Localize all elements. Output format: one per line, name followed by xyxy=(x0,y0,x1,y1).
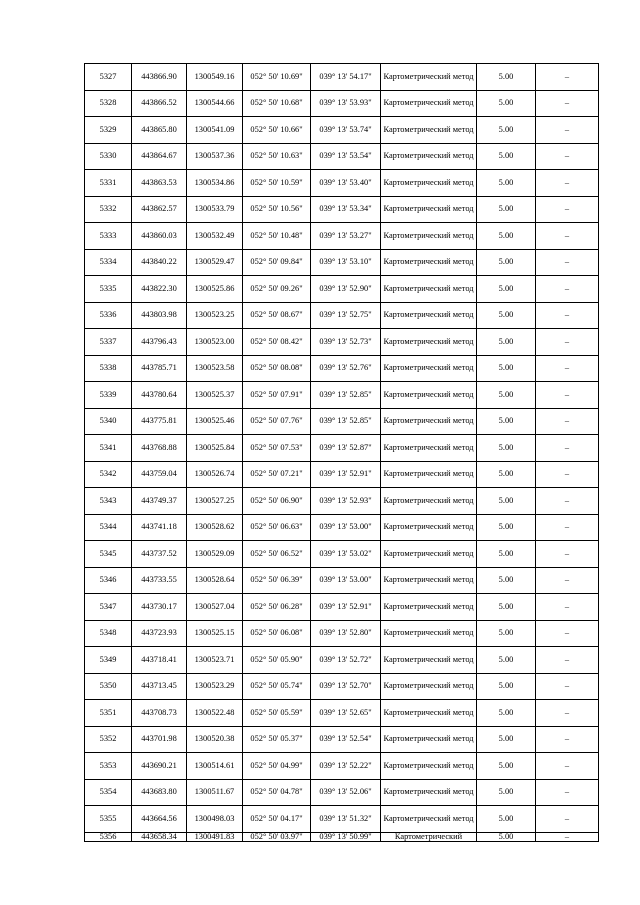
cell-longitude: 039° 13' 52.70" xyxy=(311,673,381,700)
cell-x-coordinate: 443863.53 xyxy=(132,170,187,197)
cell-accuracy: 5.00 xyxy=(477,806,536,833)
cell-method: Картометрический метод xyxy=(381,276,477,303)
cell-y-coordinate: 1300525.15 xyxy=(187,620,243,647)
cell-y-coordinate: 1300511.67 xyxy=(187,779,243,806)
cell-method: Картометрический метод xyxy=(381,700,477,727)
cell-note: – xyxy=(536,249,599,276)
cell-longitude: 039° 13' 52.06" xyxy=(311,779,381,806)
cell-note: – xyxy=(536,143,599,170)
cell-method: Картометрический метод xyxy=(381,170,477,197)
cell-accuracy: 5.00 xyxy=(477,461,536,488)
table-row xyxy=(85,806,599,833)
cell-accuracy: 5.00 xyxy=(477,170,536,197)
table-row xyxy=(85,64,599,91)
cell-method: Картометрический метод xyxy=(381,726,477,753)
cell-longitude: 039° 13' 53.93" xyxy=(311,90,381,117)
table-row xyxy=(85,435,599,462)
cell-accuracy: 5.00 xyxy=(477,143,536,170)
cell-method: Картометрический метод xyxy=(381,567,477,594)
cell-longitude: 039° 13' 52.73" xyxy=(311,329,381,356)
cell-latitude: 052° 50' 10.48" xyxy=(243,223,311,250)
cell-latitude: 052° 50' 07.91" xyxy=(243,382,311,409)
cell-note: – xyxy=(536,117,599,144)
cell-longitude: 039° 13' 53.02" xyxy=(311,541,381,568)
cell-note: – xyxy=(536,90,599,117)
cell-x-coordinate: 443713.45 xyxy=(132,673,187,700)
cell-method: Картометрический метод xyxy=(381,143,477,170)
cell-accuracy: 5.00 xyxy=(477,355,536,382)
cell-method: Картометрический метод xyxy=(381,594,477,621)
cell-method: Картометрический метод xyxy=(381,355,477,382)
cell-latitude: 052° 50' 06.39" xyxy=(243,567,311,594)
cell-y-coordinate: 1300529.09 xyxy=(187,541,243,568)
cell-latitude: 052° 50' 10.59" xyxy=(243,170,311,197)
cell-y-coordinate: 1300528.62 xyxy=(187,514,243,541)
cell-y-coordinate: 1300491.83 xyxy=(187,832,243,841)
cell-y-coordinate: 1300529.47 xyxy=(187,249,243,276)
cell-latitude: 052° 50' 06.28" xyxy=(243,594,311,621)
cell-x-coordinate: 443860.03 xyxy=(132,223,187,250)
cell-note: – xyxy=(536,779,599,806)
table-row xyxy=(85,196,599,223)
cell-latitude: 052° 50' 10.56" xyxy=(243,196,311,223)
cell-note: – xyxy=(536,170,599,197)
cell-x-coordinate: 443768.88 xyxy=(132,435,187,462)
cell-y-coordinate: 1300523.58 xyxy=(187,355,243,382)
table-row xyxy=(85,753,599,780)
cell-method: Картометрический метод xyxy=(381,64,477,91)
cell-accuracy: 5.00 xyxy=(477,620,536,647)
cell-note: – xyxy=(536,806,599,833)
cell-note: – xyxy=(536,673,599,700)
cell-longitude: 039° 13' 53.74" xyxy=(311,117,381,144)
cell-x-coordinate: 443701.98 xyxy=(132,726,187,753)
cell-method: Картометрический метод xyxy=(381,408,477,435)
cell-note: – xyxy=(536,355,599,382)
cell-method: Картометрический метод xyxy=(381,514,477,541)
cell-note: – xyxy=(536,329,599,356)
cell-longitude: 039° 13' 52.91" xyxy=(311,461,381,488)
cell-accuracy: 5.00 xyxy=(477,382,536,409)
table-row xyxy=(85,726,599,753)
table-row xyxy=(85,461,599,488)
table-row xyxy=(85,620,599,647)
cell-latitude: 052° 50' 08.67" xyxy=(243,302,311,329)
cell-note: – xyxy=(536,461,599,488)
cell-method: Картометрический метод xyxy=(381,647,477,674)
cell-x-coordinate: 443796.43 xyxy=(132,329,187,356)
cell-latitude: 052° 50' 10.63" xyxy=(243,143,311,170)
table-row xyxy=(85,541,599,568)
cell-y-coordinate: 1300498.03 xyxy=(187,806,243,833)
cell-point-number: 5332 xyxy=(85,196,132,223)
cell-longitude: 039° 13' 52.93" xyxy=(311,488,381,515)
cell-accuracy: 5.00 xyxy=(477,64,536,91)
cell-note: – xyxy=(536,567,599,594)
cell-point-number: 5344 xyxy=(85,514,132,541)
cell-point-number: 5349 xyxy=(85,647,132,674)
table-row xyxy=(85,779,599,806)
cell-y-coordinate: 1300523.00 xyxy=(187,329,243,356)
cell-latitude: 052° 50' 05.37" xyxy=(243,726,311,753)
cell-point-number: 5351 xyxy=(85,700,132,727)
cell-x-coordinate: 443775.81 xyxy=(132,408,187,435)
cell-note: – xyxy=(536,700,599,727)
cell-accuracy: 5.00 xyxy=(477,673,536,700)
cell-latitude: 052° 50' 04.78" xyxy=(243,779,311,806)
cell-longitude: 039° 13' 52.76" xyxy=(311,355,381,382)
cell-y-coordinate: 1300549.16 xyxy=(187,64,243,91)
cell-point-number: 5335 xyxy=(85,276,132,303)
cell-method: Картометрический метод xyxy=(381,488,477,515)
cell-point-number: 5328 xyxy=(85,90,132,117)
cell-method: Картометрический метод xyxy=(381,117,477,144)
cell-longitude: 039° 13' 52.91" xyxy=(311,594,381,621)
cell-accuracy: 5.00 xyxy=(477,302,536,329)
cell-longitude: 039° 13' 52.75" xyxy=(311,302,381,329)
cell-y-coordinate: 1300544.66 xyxy=(187,90,243,117)
cell-longitude: 039° 13' 50.99" xyxy=(311,832,381,841)
cell-method: Картометрический метод xyxy=(381,753,477,780)
cell-x-coordinate: 443708.73 xyxy=(132,700,187,727)
cell-method: Картометрический xyxy=(381,832,477,841)
cell-x-coordinate: 443822.30 xyxy=(132,276,187,303)
cell-point-number: 5356 xyxy=(85,832,132,841)
cell-x-coordinate: 443865.80 xyxy=(132,117,187,144)
table-row xyxy=(85,488,599,515)
cell-y-coordinate: 1300541.09 xyxy=(187,117,243,144)
cell-point-number: 5330 xyxy=(85,143,132,170)
cell-method: Картометрический метод xyxy=(381,779,477,806)
cell-point-number: 5333 xyxy=(85,223,132,250)
cell-x-coordinate: 443785.71 xyxy=(132,355,187,382)
cell-x-coordinate: 443862.57 xyxy=(132,196,187,223)
cell-latitude: 052° 50' 04.99" xyxy=(243,753,311,780)
table-row xyxy=(85,143,599,170)
cell-method: Картометрический метод xyxy=(381,673,477,700)
cell-longitude: 039° 13' 52.80" xyxy=(311,620,381,647)
cell-method: Картометрический метод xyxy=(381,249,477,276)
cell-longitude: 039° 13' 52.72" xyxy=(311,647,381,674)
cell-accuracy: 5.00 xyxy=(477,726,536,753)
cell-y-coordinate: 1300525.86 xyxy=(187,276,243,303)
cell-y-coordinate: 1300523.71 xyxy=(187,647,243,674)
cell-point-number: 5331 xyxy=(85,170,132,197)
cell-accuracy: 5.00 xyxy=(477,223,536,250)
cell-point-number: 5343 xyxy=(85,488,132,515)
cell-point-number: 5347 xyxy=(85,594,132,621)
cell-method: Картометрический метод xyxy=(381,223,477,250)
cell-longitude: 039° 13' 53.54" xyxy=(311,143,381,170)
cell-y-coordinate: 1300533.79 xyxy=(187,196,243,223)
cell-longitude: 039° 13' 52.54" xyxy=(311,726,381,753)
cell-latitude: 052° 50' 07.21" xyxy=(243,461,311,488)
cell-y-coordinate: 1300523.25 xyxy=(187,302,243,329)
cell-method: Картометрический метод xyxy=(381,196,477,223)
cell-x-coordinate: 443866.90 xyxy=(132,64,187,91)
cell-note: – xyxy=(536,541,599,568)
cell-note: – xyxy=(536,408,599,435)
cell-latitude: 052° 50' 05.90" xyxy=(243,647,311,674)
table-row xyxy=(85,329,599,356)
table-row xyxy=(85,90,599,117)
table-row xyxy=(85,302,599,329)
cell-y-coordinate: 1300537.36 xyxy=(187,143,243,170)
cell-point-number: 5354 xyxy=(85,779,132,806)
cell-accuracy: 5.00 xyxy=(477,329,536,356)
cell-accuracy: 5.00 xyxy=(477,594,536,621)
coordinates-table xyxy=(84,63,599,842)
cell-note: – xyxy=(536,435,599,462)
cell-accuracy: 5.00 xyxy=(477,753,536,780)
cell-y-coordinate: 1300525.84 xyxy=(187,435,243,462)
cell-note: – xyxy=(536,832,599,841)
cell-longitude: 039° 13' 51.32" xyxy=(311,806,381,833)
table-row xyxy=(85,408,599,435)
cell-accuracy: 5.00 xyxy=(477,276,536,303)
cell-x-coordinate: 443866.52 xyxy=(132,90,187,117)
cell-accuracy: 5.00 xyxy=(477,514,536,541)
cell-x-coordinate: 443733.55 xyxy=(132,567,187,594)
cell-latitude: 052° 50' 04.17" xyxy=(243,806,311,833)
cell-note: – xyxy=(536,726,599,753)
cell-accuracy: 5.00 xyxy=(477,90,536,117)
cell-y-coordinate: 1300527.25 xyxy=(187,488,243,515)
table-body xyxy=(85,64,599,842)
cell-latitude: 052° 50' 10.66" xyxy=(243,117,311,144)
cell-longitude: 039° 13' 54.17" xyxy=(311,64,381,91)
cell-note: – xyxy=(536,382,599,409)
cell-latitude: 052° 50' 06.90" xyxy=(243,488,311,515)
cell-accuracy: 5.00 xyxy=(477,832,536,841)
table-row xyxy=(85,223,599,250)
table-row xyxy=(85,514,599,541)
cell-y-coordinate: 1300514.61 xyxy=(187,753,243,780)
cell-x-coordinate: 443723.93 xyxy=(132,620,187,647)
cell-accuracy: 5.00 xyxy=(477,435,536,462)
cell-y-coordinate: 1300534.86 xyxy=(187,170,243,197)
cell-note: – xyxy=(536,276,599,303)
cell-longitude: 039° 13' 53.40" xyxy=(311,170,381,197)
cell-method: Картометрический метод xyxy=(381,382,477,409)
cell-note: – xyxy=(536,223,599,250)
cell-y-coordinate: 1300522.48 xyxy=(187,700,243,727)
cell-accuracy: 5.00 xyxy=(477,249,536,276)
cell-accuracy: 5.00 xyxy=(477,488,536,515)
cell-longitude: 039° 13' 52.65" xyxy=(311,700,381,727)
cell-note: – xyxy=(536,514,599,541)
cell-x-coordinate: 443683.80 xyxy=(132,779,187,806)
table-row xyxy=(85,355,599,382)
cell-x-coordinate: 443780.64 xyxy=(132,382,187,409)
cell-y-coordinate: 1300523.29 xyxy=(187,673,243,700)
cell-latitude: 052° 50' 10.69" xyxy=(243,64,311,91)
cell-point-number: 5339 xyxy=(85,382,132,409)
cell-x-coordinate: 443749.37 xyxy=(132,488,187,515)
cell-accuracy: 5.00 xyxy=(477,700,536,727)
table-row xyxy=(85,170,599,197)
cell-point-number: 5346 xyxy=(85,567,132,594)
cell-x-coordinate: 443840.22 xyxy=(132,249,187,276)
cell-point-number: 5337 xyxy=(85,329,132,356)
cell-method: Картометрический метод xyxy=(381,90,477,117)
cell-x-coordinate: 443718.41 xyxy=(132,647,187,674)
cell-method: Картометрический метод xyxy=(381,302,477,329)
cell-point-number: 5353 xyxy=(85,753,132,780)
cell-longitude: 039° 13' 53.00" xyxy=(311,514,381,541)
cell-latitude: 052° 50' 06.63" xyxy=(243,514,311,541)
cell-method: Картометрический метод xyxy=(381,620,477,647)
cell-note: – xyxy=(536,594,599,621)
cell-point-number: 5342 xyxy=(85,461,132,488)
table-row xyxy=(85,832,599,841)
cell-accuracy: 5.00 xyxy=(477,647,536,674)
cell-accuracy: 5.00 xyxy=(477,117,536,144)
cell-accuracy: 5.00 xyxy=(477,779,536,806)
cell-point-number: 5352 xyxy=(85,726,132,753)
cell-point-number: 5345 xyxy=(85,541,132,568)
cell-accuracy: 5.00 xyxy=(477,567,536,594)
table-row xyxy=(85,117,599,144)
cell-x-coordinate: 443730.17 xyxy=(132,594,187,621)
cell-longitude: 039° 13' 53.00" xyxy=(311,567,381,594)
cell-point-number: 5348 xyxy=(85,620,132,647)
cell-x-coordinate: 443737.52 xyxy=(132,541,187,568)
cell-point-number: 5355 xyxy=(85,806,132,833)
cell-x-coordinate: 443759.04 xyxy=(132,461,187,488)
cell-point-number: 5327 xyxy=(85,64,132,91)
cell-accuracy: 5.00 xyxy=(477,541,536,568)
cell-x-coordinate: 443741.18 xyxy=(132,514,187,541)
cell-note: – xyxy=(536,488,599,515)
cell-note: – xyxy=(536,647,599,674)
cell-longitude: 039° 13' 52.90" xyxy=(311,276,381,303)
cell-y-coordinate: 1300532.49 xyxy=(187,223,243,250)
cell-longitude: 039° 13' 52.85" xyxy=(311,408,381,435)
cell-point-number: 5334 xyxy=(85,249,132,276)
cell-point-number: 5336 xyxy=(85,302,132,329)
table-row xyxy=(85,594,599,621)
cell-latitude: 052° 50' 07.76" xyxy=(243,408,311,435)
cell-latitude: 052° 50' 10.68" xyxy=(243,90,311,117)
cell-y-coordinate: 1300525.37 xyxy=(187,382,243,409)
cell-method: Картометрический метод xyxy=(381,329,477,356)
cell-latitude: 052° 50' 09.26" xyxy=(243,276,311,303)
cell-y-coordinate: 1300528.64 xyxy=(187,567,243,594)
cell-longitude: 039° 13' 53.10" xyxy=(311,249,381,276)
cell-longitude: 039° 13' 52.87" xyxy=(311,435,381,462)
cell-latitude: 052° 50' 08.08" xyxy=(243,355,311,382)
table-row xyxy=(85,673,599,700)
table-row xyxy=(85,647,599,674)
cell-accuracy: 5.00 xyxy=(477,196,536,223)
cell-y-coordinate: 1300526.74 xyxy=(187,461,243,488)
cell-point-number: 5341 xyxy=(85,435,132,462)
table-row xyxy=(85,249,599,276)
cell-x-coordinate: 443864.67 xyxy=(132,143,187,170)
cell-y-coordinate: 1300525.46 xyxy=(187,408,243,435)
cell-x-coordinate: 443664.56 xyxy=(132,806,187,833)
cell-note: – xyxy=(536,64,599,91)
table-row xyxy=(85,567,599,594)
cell-note: – xyxy=(536,753,599,780)
cell-point-number: 5338 xyxy=(85,355,132,382)
cell-longitude: 039° 13' 53.27" xyxy=(311,223,381,250)
cell-accuracy: 5.00 xyxy=(477,408,536,435)
cell-point-number: 5350 xyxy=(85,673,132,700)
cell-method: Картометрический метод xyxy=(381,435,477,462)
cell-latitude: 052° 50' 03.97" xyxy=(243,832,311,841)
cell-note: – xyxy=(536,196,599,223)
cell-y-coordinate: 1300520.38 xyxy=(187,726,243,753)
table-row xyxy=(85,700,599,727)
cell-point-number: 5329 xyxy=(85,117,132,144)
cell-latitude: 052° 50' 08.42" xyxy=(243,329,311,356)
cell-longitude: 039° 13' 52.22" xyxy=(311,753,381,780)
table-row xyxy=(85,382,599,409)
cell-longitude: 039° 13' 53.34" xyxy=(311,196,381,223)
cell-latitude: 052° 50' 06.52" xyxy=(243,541,311,568)
cell-note: – xyxy=(536,302,599,329)
cell-latitude: 052° 50' 06.08" xyxy=(243,620,311,647)
cell-longitude: 039° 13' 52.85" xyxy=(311,382,381,409)
cell-point-number: 5340 xyxy=(85,408,132,435)
cell-x-coordinate: 443803.98 xyxy=(132,302,187,329)
table-row xyxy=(85,276,599,303)
cell-x-coordinate: 443690.21 xyxy=(132,753,187,780)
cell-latitude: 052° 50' 05.59" xyxy=(243,700,311,727)
cell-note: – xyxy=(536,620,599,647)
cell-method: Картометрический метод xyxy=(381,461,477,488)
cell-latitude: 052° 50' 09.84" xyxy=(243,249,311,276)
cell-method: Картометрический метод xyxy=(381,806,477,833)
cell-latitude: 052° 50' 07.53" xyxy=(243,435,311,462)
cell-x-coordinate: 443658.34 xyxy=(132,832,187,841)
cell-latitude: 052° 50' 05.74" xyxy=(243,673,311,700)
cell-y-coordinate: 1300527.04 xyxy=(187,594,243,621)
cell-method: Картометрический метод xyxy=(381,541,477,568)
